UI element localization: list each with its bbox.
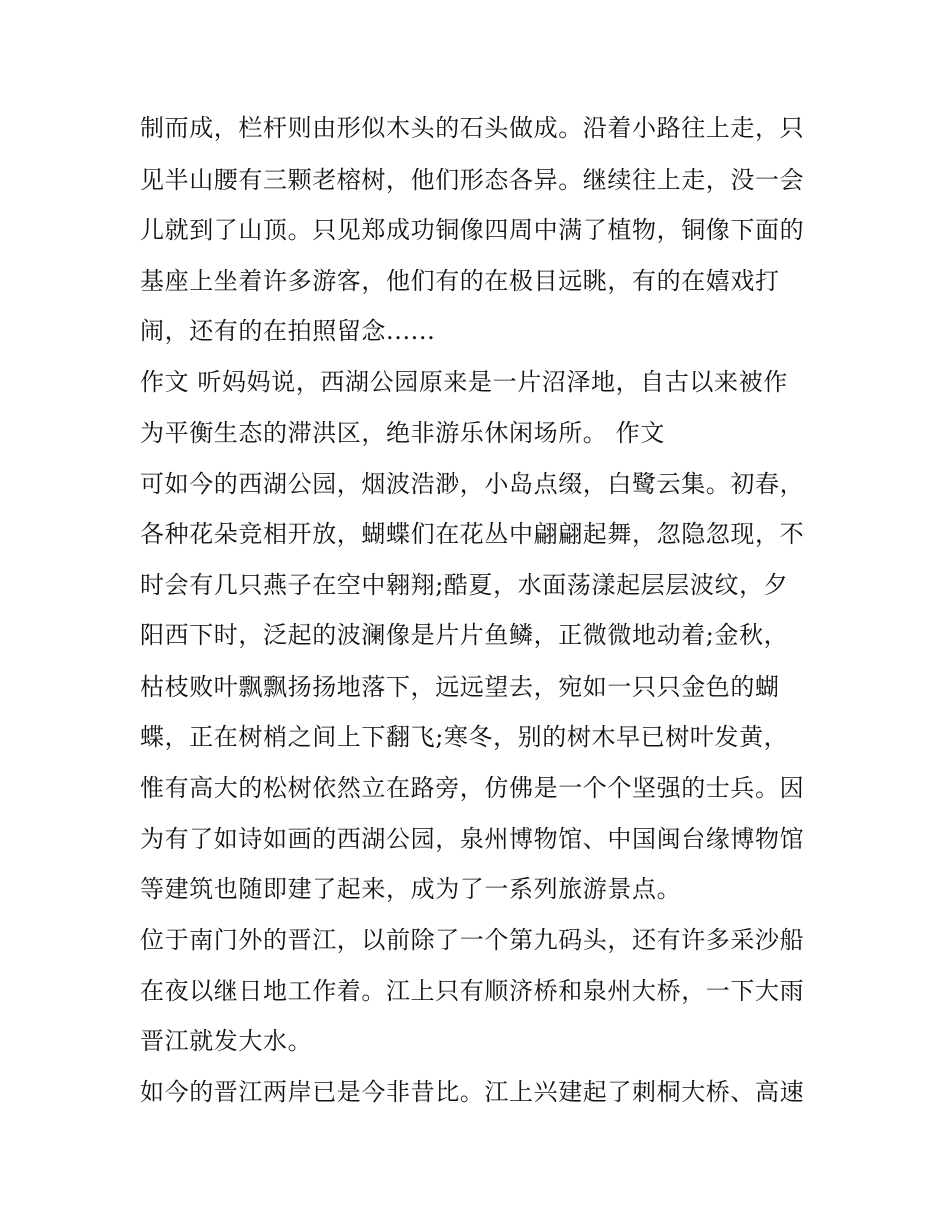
text-line: 儿就到了山顶。只见郑成功铜像四周中满了植物，铜像下面的 <box>140 216 805 244</box>
text-line: 为平衡生态的滞洪区，绝非游乐休闲场所。 作文 <box>140 419 665 447</box>
text-line: 各种花朵竞相开放，蝴蝶们在花丛中翩翩起舞，忽隐忽现，不 <box>140 520 805 548</box>
text-line: 惟有高大的松树依然立在路旁，仿佛是一个个坚强的士兵。因 <box>140 774 805 802</box>
text-line: 可如今的西湖公园，烟波浩渺，小岛点缀，白鹭云集。初春， <box>140 470 805 498</box>
text-line: 在夜以继日地工作着。江上只有顺济桥和泉州大桥，一下大雨 <box>140 977 805 1005</box>
text-line: 枯枝败叶飘飘扬扬地落下，远远望去，宛如一只只金色的蝴 <box>140 673 780 701</box>
text-line: 见半山腰有三颗老榕树，他们形态各异。继续往上走，没一会 <box>140 166 805 194</box>
text-line: 如今的晋江两岸已是今非昔比。江上兴建起了刺桐大桥、高速 <box>140 1078 805 1106</box>
text-line: 等建筑也随即建了起来，成为了一系列旅游景点。 <box>140 875 682 903</box>
text-line: 基座上坐着许多游客，他们有的在极目远眺，有的在嬉戏打 <box>140 267 780 295</box>
text-line: 时会有几只燕子在空中翱翔;酷夏，水面荡漾起层层波纹，夕 <box>140 571 789 599</box>
text-line: 作文 听妈妈说，西湖公园原来是一片沼泽地，自古以来被作 <box>140 368 788 396</box>
text-line: 晋江就发大水。 <box>140 1027 313 1055</box>
text-line: 制而成，栏杆则由形似木头的石头做成。沿着小路往上走，只 <box>140 114 805 142</box>
text-line: 为有了如诗如画的西湖公园，泉州博物馆、中国闽台缘博物馆 <box>140 825 805 853</box>
text-line: 闹，还有的在拍照留念...... <box>140 317 436 345</box>
text-line: 阳西下时，泛起的波澜像是片片鱼鳞，正微微地动着;金秋， <box>140 621 789 649</box>
text-line: 蝶，正在树梢之间上下翻飞;寒冬，别的树木早已树叶发黄， <box>140 723 789 751</box>
text-line: 位于南门外的晋江，以前除了一个第九码头，还有许多采沙船 <box>140 926 805 954</box>
